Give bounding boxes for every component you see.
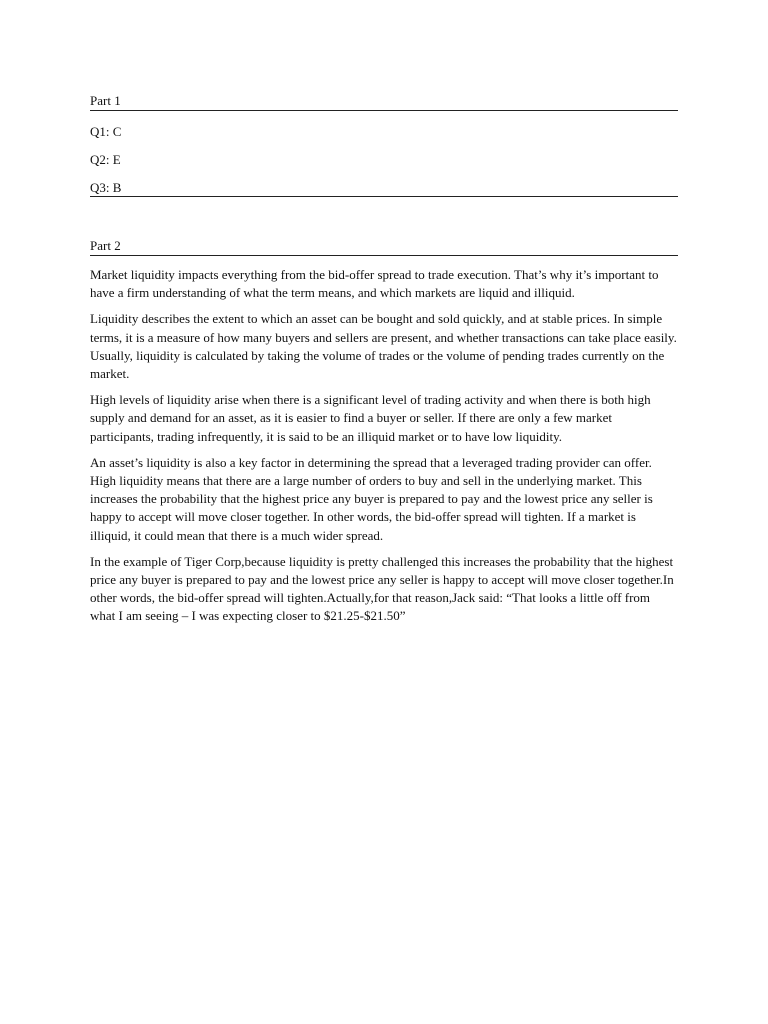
part-1-section (90, 92, 678, 197)
paragraph-liquidity-definition: Liquidity describes the extent to which an asset can be bought and sold quickly, and at stable prices. In simple terms, it is a measure of how many buyers and sellers are present, and whether transactions can take place easily. Usually, liquidity is calculated by taking the volume of trades or the volume of pending trades currently on the market. (90, 311, 677, 382)
paragraph-market-liquidity: Market liquidity impacts everything from the bid-offer spread to trade execution. That’s why it’s important to have a firm understanding of what the term means, and which markets are liquid and illiquid. (90, 267, 659, 301)
paragraph-tiger-corp: In the example of Tiger Corp,because liquidity is pretty challenged this increases the probability that the highest price any buyer is prepared to pay and the lowest price any seller is happy to accept will move closer together.In other words, the bid-offer spread will tighten.Actually,for that reason,Jack said: “That looks a little off from what I am seeing – I was expecting closer to $21.25-$21.50” (90, 553, 674, 624)
answer-q3: Q3: B (90, 180, 122, 195)
part-1-heading: Part 1 (90, 92, 678, 111)
paragraph-list (90, 266, 678, 626)
paragraph-high-liquidity: High levels of liquidity arise when there is a significant level of trading activity and when there is both high supply and demand for an asset, as it is easier to find a buyer or seller. If there are only a few market participants, trading infrequently, it is said to be an illiquid market or to have low liquidity. (90, 392, 651, 444)
answer-q2: Q2: E (90, 152, 121, 167)
answer-list (90, 123, 678, 197)
answer-q1: Q1: C (90, 124, 122, 139)
part-2-heading: Part 2 (90, 237, 678, 256)
part-2-section (90, 237, 678, 626)
paragraph-spread: An asset’s liquidity is also a key factor in determining the spread that a leveraged trading provider can offer. High liquidity means that there are a large number of orders to buy and sell in the underlying market. This increases the probability that the highest price any buyer is prepared to pay and the lowest price any seller is happy to accept will move closer together. In other words, the bid-offer spread will tighten. If a market is illiquid, it could mean that there is a much wider spread. (90, 454, 653, 543)
document-page (90, 92, 678, 634)
